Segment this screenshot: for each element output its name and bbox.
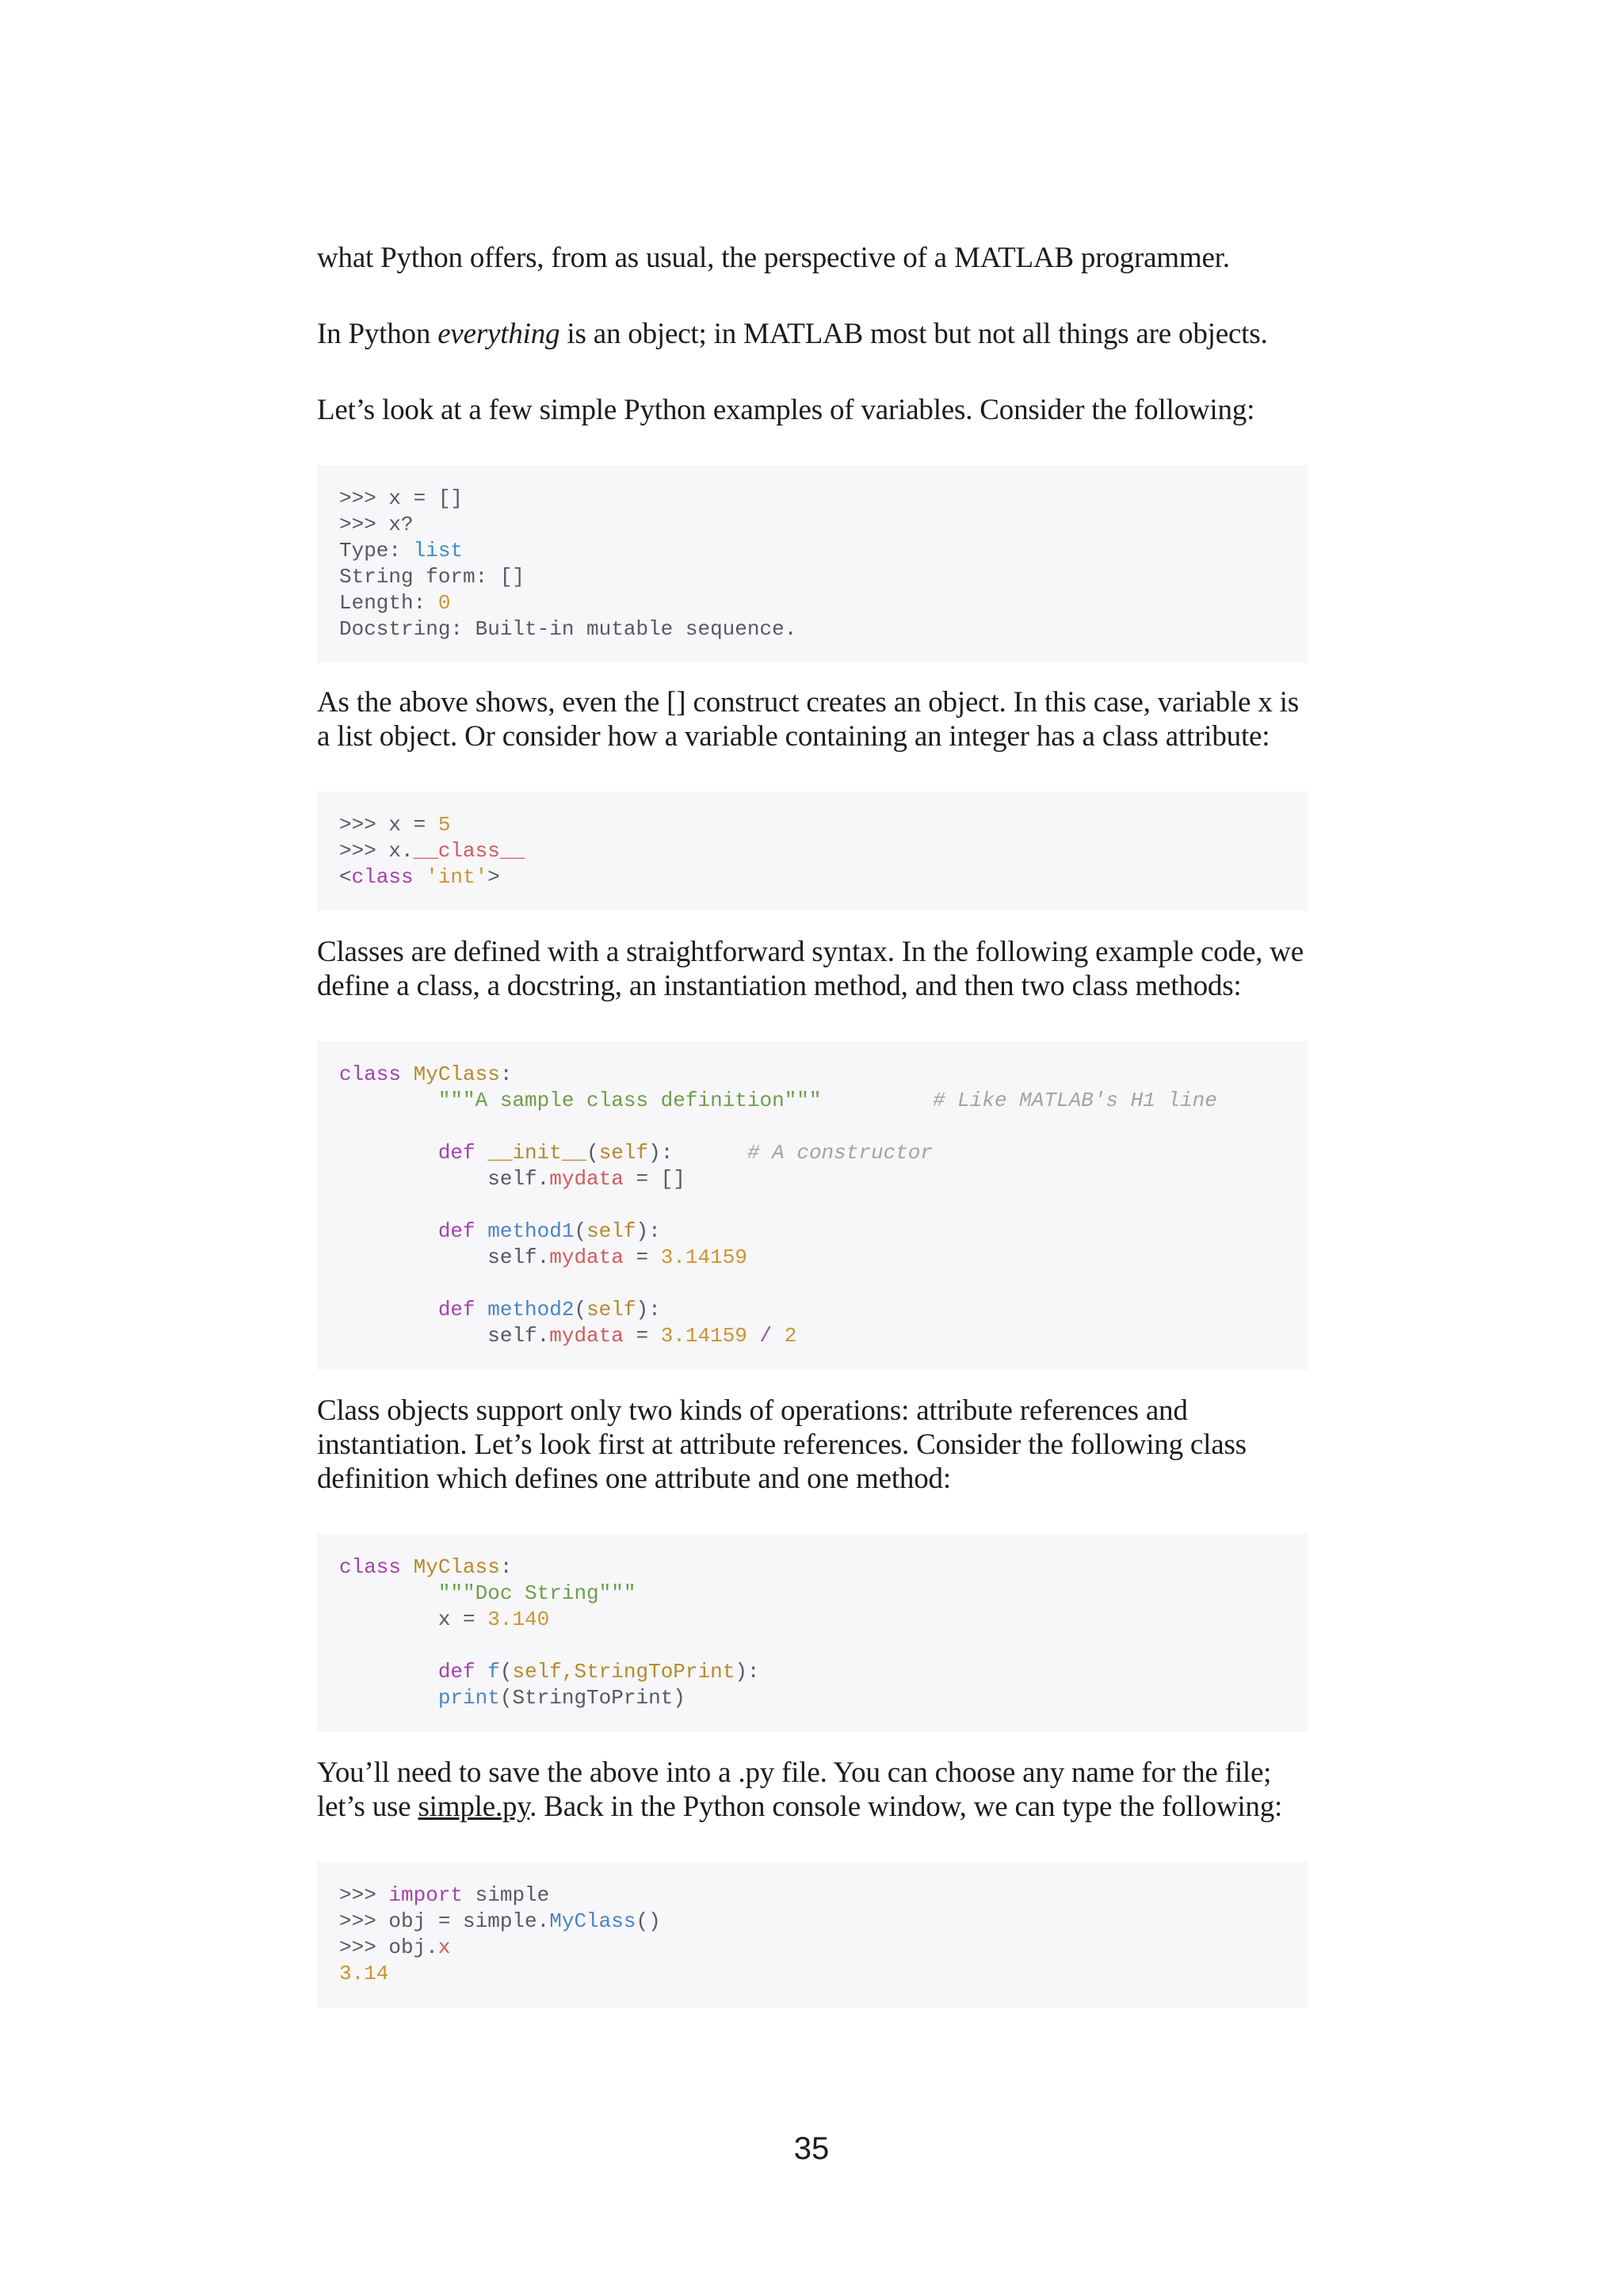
code-token-builtin: print <box>437 1686 500 1710</box>
code-token: >>> obj. <box>339 1936 438 1959</box>
code-line <box>339 1166 1285 1192</box>
code-line <box>339 1685 1285 1711</box>
code-token-attribute: mydata <box>549 1245 624 1269</box>
code-line: Docstring: Built-in mutable sequence. <box>339 617 797 641</box>
code-line <box>339 1554 1285 1581</box>
code-token: > <box>487 865 500 889</box>
code-token-keyword: def <box>437 1141 475 1165</box>
code-token-docstring: """A sample class definition""" <box>437 1089 822 1112</box>
code-token: >>> x. <box>339 839 414 863</box>
code-block-class-attribute <box>317 791 1308 911</box>
code-token: Type: <box>339 539 414 563</box>
code-token-number: 5 <box>437 813 451 837</box>
text-line: define a class, a docstring, an instantiation method, and then two class methods: <box>317 970 1242 1002</box>
code-token: self. <box>487 1167 550 1191</box>
code-block-list <box>317 465 1308 663</box>
filename-link[interactable]: simple.py <box>418 1791 530 1823</box>
code-line: def __init__(self): # A constructor <box>437 1141 933 1165</box>
code-token-attribute: x <box>437 1936 451 1959</box>
code-line <box>339 1088 1285 1114</box>
code-token-self: self <box>586 1219 636 1243</box>
code-line: self.mydata = 3.14159 / 2 <box>487 1324 797 1348</box>
text-line: a list object. Or consider how a variable containing an integer has a class attribute: <box>317 720 1270 753</box>
code-token: = [] <box>623 1167 685 1191</box>
code-line: def method1(self): <box>437 1219 661 1243</box>
code-token: x = <box>437 1608 488 1631</box>
code-token-function: method2 <box>487 1298 575 1322</box>
code-token-number: 0 <box>437 591 451 615</box>
code-token: self. <box>487 1324 550 1348</box>
text-line: Classes are defined with a straightforward syntax. In the following example code, we <box>317 936 1304 968</box>
code-line: self.mydata = 3.14159 <box>487 1245 747 1269</box>
code-token: >>> obj = simple. <box>339 1909 550 1933</box>
code-token-comment: # Like MATLAB's H1 line <box>932 1089 1217 1112</box>
code-line <box>339 812 1285 838</box>
code-token-operator: / <box>747 1324 785 1348</box>
text-line: definition which defines one attribute and one method: <box>317 1463 951 1495</box>
code-line <box>339 1935 1285 1961</box>
code-token-classname: MyClass <box>549 1909 636 1933</box>
code-token-function: method1 <box>487 1219 575 1243</box>
code-line <box>339 1062 1285 1088</box>
code-token: () <box>636 1909 661 1933</box>
text-line: As the above shows, even the [] construct creates an object. In this case, variable x is <box>317 686 1299 719</box>
code-token-number: 3.140 <box>487 1608 550 1631</box>
text-line: Class objects support only two kinds of operations: attribute references and <box>317 1394 1188 1427</box>
text-line: instantiation. Let’s look first at attribute references. Consider the following class <box>317 1428 1247 1461</box>
code-token: < <box>339 865 352 889</box>
code-line-blank <box>339 1271 1285 1297</box>
code-line <box>339 1581 1285 1607</box>
paragraph-intro: what Python offers, from as usual, the perspective of a MATLAB programmer. <box>317 242 1230 274</box>
code-token-classname: MyClass <box>401 1062 500 1086</box>
code-token-attribute: mydata <box>549 1324 624 1348</box>
text-run: let’s use <box>317 1791 418 1823</box>
paragraph-variables: Let’s look at a few simple Python examples of variables. Consider the following: <box>317 394 1255 426</box>
code-line: String form: [] <box>339 565 525 589</box>
code-token-keyword: def <box>437 1298 475 1322</box>
code-token-number: 2 <box>784 1324 797 1348</box>
code-token-keyword: class <box>339 1555 402 1579</box>
code-line <box>339 1607 1285 1633</box>
text-run: In Python <box>317 318 438 350</box>
code-token-attribute: mydata <box>549 1167 624 1191</box>
text-run: is an object; in MATLAB most but not all things are objects. <box>559 318 1268 350</box>
code-token-number: 3.14159 <box>660 1324 747 1348</box>
code-token: (StringToPrint) <box>499 1686 685 1710</box>
paragraph-everything-object <box>317 317 1308 351</box>
emphasis-everything: everything <box>437 318 560 350</box>
code-token-keyword: class <box>339 1062 402 1086</box>
code-token-self: self <box>598 1141 649 1165</box>
code-line-blank <box>339 1633 1285 1659</box>
code-token-type: list <box>413 539 464 563</box>
code-line-output: 3.14 <box>339 1962 389 1985</box>
code-token: : <box>499 1062 513 1086</box>
page-content <box>317 238 1308 2008</box>
text-run: . Back in the Python console window, we can type the following: <box>529 1791 1283 1823</box>
code-line <box>339 590 1285 616</box>
code-token-classname: MyClass <box>401 1555 500 1579</box>
code-line <box>339 1882 1285 1909</box>
code-token: self. <box>487 1245 550 1269</box>
code-token-keyword: import <box>388 1883 464 1907</box>
code-line: >>> x = [] <box>339 486 464 510</box>
code-token-keyword: def <box>437 1219 475 1243</box>
code-token: : <box>499 1555 513 1579</box>
code-token: >>> x = <box>339 813 438 837</box>
code-line: >>> x? <box>339 513 414 536</box>
code-token-comment: # A constructor <box>747 1141 933 1165</box>
page-number: 35 <box>793 2131 830 2166</box>
paragraph-list-object <box>317 685 1308 753</box>
code-line <box>339 864 1285 891</box>
code-line-blank <box>339 1192 1285 1219</box>
code-token-number: 3.14159 <box>660 1245 747 1269</box>
code-line: def method2(self): <box>437 1298 661 1322</box>
code-token: >>> <box>339 1883 389 1907</box>
code-line: def f(self,StringToPrint): <box>437 1660 760 1684</box>
code-token-attribute: __class__ <box>413 839 525 863</box>
code-token-function: f <box>475 1660 500 1684</box>
code-line-blank <box>339 1114 1285 1140</box>
paragraph-classes-syntax <box>317 935 1308 1003</box>
code-token-string: 'int' <box>413 865 488 889</box>
code-token-keyword: def <box>437 1660 475 1684</box>
code-block-import-simple <box>317 1862 1308 2008</box>
code-token: simple <box>463 1883 550 1907</box>
text-line: You’ll need to save the above into a .py file. You can choose any name for the file; <box>317 1756 1272 1789</box>
code-block-attribute-method <box>317 1534 1308 1732</box>
code-token-args: self,StringToPrint <box>512 1660 735 1684</box>
code-line <box>339 538 1285 564</box>
code-token-keyword: class <box>351 865 414 889</box>
paragraph-save-file <box>317 1756 1308 1824</box>
code-token-docstring: """Doc String""" <box>437 1581 636 1605</box>
code-token: Length: <box>339 591 438 615</box>
code-line <box>339 1909 1285 1935</box>
code-line <box>339 838 1285 864</box>
code-block-myclass-definition <box>317 1041 1308 1370</box>
code-token-function: __init__ <box>487 1141 587 1165</box>
code-token-self: self <box>586 1298 636 1322</box>
paragraph-class-objects <box>317 1394 1308 1496</box>
